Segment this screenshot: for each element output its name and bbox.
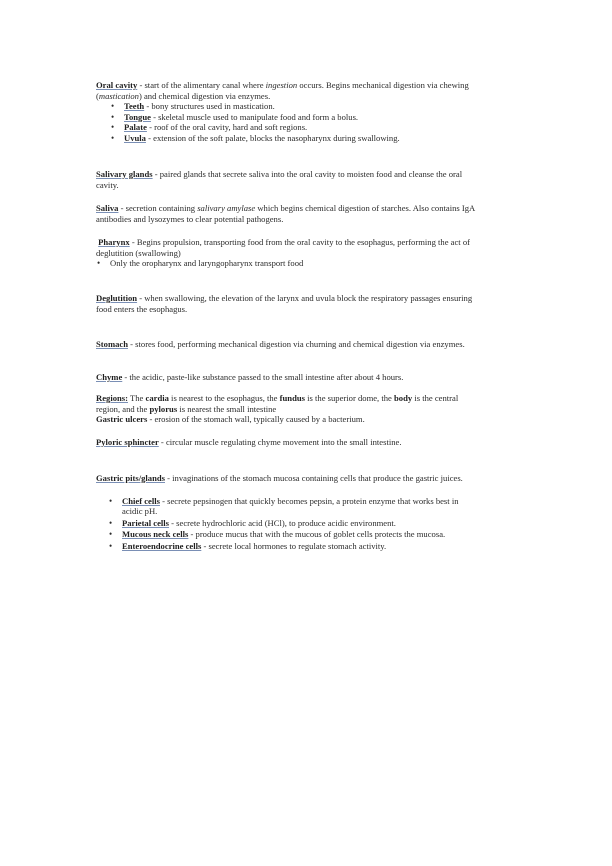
pyloric-sphincter-paragraph [96, 437, 476, 448]
term-salivary-glands: Salivary glands [96, 169, 153, 179]
list-item [124, 101, 476, 112]
gastric-glands-section [96, 473, 476, 553]
list-item [122, 529, 476, 540]
term-chyme: Chyme [96, 372, 123, 382]
list-item [124, 112, 476, 123]
item-text: - skeletal muscle used to manipulate food and form a bolus. [150, 111, 359, 122]
saliva-amylase: salivary amylase [197, 203, 256, 213]
pharynx-text: - Begins propulsion, transporting food from the oral cavity to the esophagus, performing the act of deglutition (swallowing) [96, 237, 471, 258]
list-item: • Only the oropharynx and laryngopharynx transport food [110, 258, 476, 269]
oral-text-1: - start of the alimentary canal where [137, 80, 266, 90]
term-enteroendocrine-cells: Enteroendocrine cells [122, 540, 202, 551]
pharynx-list [110, 258, 476, 269]
term-oral-cavity: Oral cavity [96, 80, 138, 90]
chyme-text: - the acidic, paste-like substance passed to the small intestine after about 4 hours. [122, 372, 404, 382]
ulcers-text: - erosion of the stomach wall, typically caused by a bacterium. [147, 414, 365, 425]
term-uvula: Uvula [124, 132, 146, 143]
gastric-text: - invaginations of the stomach mucosa containing cells that produce the gastric juices. [165, 473, 463, 483]
oral-cavity-section [96, 80, 476, 144]
term-chief-cells: Chief cells [122, 495, 160, 506]
term-stomach: Stomach [96, 339, 128, 349]
regions-body: body [394, 393, 413, 403]
list-item [124, 133, 476, 144]
chyme-paragraph [96, 372, 476, 383]
deglutition-paragraph [96, 293, 476, 314]
item-text: - secrete pepsinogen that quickly becomes pepsin, a protein enzyme that works best in acidic pH. [122, 495, 459, 517]
saliva-text-2: which begins chemical digestion of starches. Also contains IgA antibodies and lysozymes to clear potential pathogens. [96, 203, 475, 224]
term-parietal-cells: Parietal cells [122, 517, 170, 528]
regions-cardia: cardia [145, 393, 169, 403]
oral-cavity-list [124, 101, 476, 143]
stomach-text: - stores food, performing mechanical digestion via churning and chemical digestion via enzymes. [128, 339, 465, 349]
item-text: - roof of the oral cavity, hard and soft regions. [146, 122, 308, 133]
regions-section [96, 393, 476, 425]
item-text: - secrete hydrochloric acid (HCl), to produce acidic environment. [169, 517, 396, 528]
term-pharynx: Pharynx [98, 237, 130, 247]
regions-fundus: fundus [279, 393, 305, 403]
regions-pylorus: pylorus [149, 403, 178, 414]
sphincter-text: - circular muscle regulating chyme movement into the small intestine. [158, 437, 402, 447]
regions-text-4: is the central region, and the [96, 393, 459, 414]
item-text: - bony structures used in mastication. [144, 101, 275, 112]
list-item [124, 122, 476, 133]
term-pyloric-sphincter: Pyloric sphincter [96, 437, 159, 447]
item-text: - extension of the soft palate, blocks the nasopharynx during swallowing. [145, 132, 400, 143]
deglutition-text: - when swallowing, the elevation of the larynx and uvula block the respiratory passages ensuring food enters the esophagus. [96, 293, 473, 314]
oral-mastication: mastication [98, 90, 139, 101]
gastric-cells-list [122, 496, 476, 552]
term-gastric-pits-glands: Gastric pits/glands [96, 473, 165, 483]
oral-text-3: ) and chemical digestion via enzymes. [138, 90, 271, 101]
item-text: - produce mucus that with the mucous of goblet cells protects the mucosa. [188, 529, 446, 540]
regions-text-5: is nearest the small intestine [177, 403, 277, 414]
list-item [122, 518, 476, 529]
saliva-text-1: - secretion containing [118, 203, 198, 213]
regions-text-2: is nearest to the esophagus, the [168, 393, 280, 403]
regions-paragraph [96, 393, 476, 414]
pharynx-section [96, 237, 476, 269]
saliva-paragraph [96, 203, 476, 224]
regions-text-3: is the superior dome, the [304, 393, 395, 403]
gastric-glands-paragraph [96, 473, 476, 484]
term-saliva: Saliva [96, 203, 119, 213]
list-item [122, 496, 476, 517]
pharynx-paragraph [96, 237, 476, 258]
salivary-text: - paired glands that secrete saliva into the oral cavity to moisten food and cleanse the oral cavity. [96, 169, 463, 190]
term-gastric-ulcers: Gastric ulcers [96, 414, 148, 425]
oral-ingestion: ingestion [265, 80, 298, 90]
term-tongue: Tongue [124, 111, 151, 122]
gastric-ulcers-paragraph [96, 414, 476, 425]
salivary-glands-paragraph [96, 169, 476, 190]
regions-text-1: The [128, 393, 146, 403]
list-item [122, 541, 476, 552]
term-palate: Palate [124, 122, 147, 133]
item-text: - secrete local hormones to regulate stomach activity. [201, 540, 387, 551]
stomach-paragraph [96, 339, 476, 350]
oral-cavity-paragraph [96, 80, 476, 101]
term-regions: Regions: [96, 393, 128, 403]
term-teeth: Teeth [124, 101, 145, 112]
term-mucous-neck-cells: Mucous neck cells [122, 529, 189, 540]
oral-text-2: occurs. Begins mechanical digestion via chewing ( [96, 80, 469, 101]
term-deglutition: Deglutition [96, 293, 138, 303]
